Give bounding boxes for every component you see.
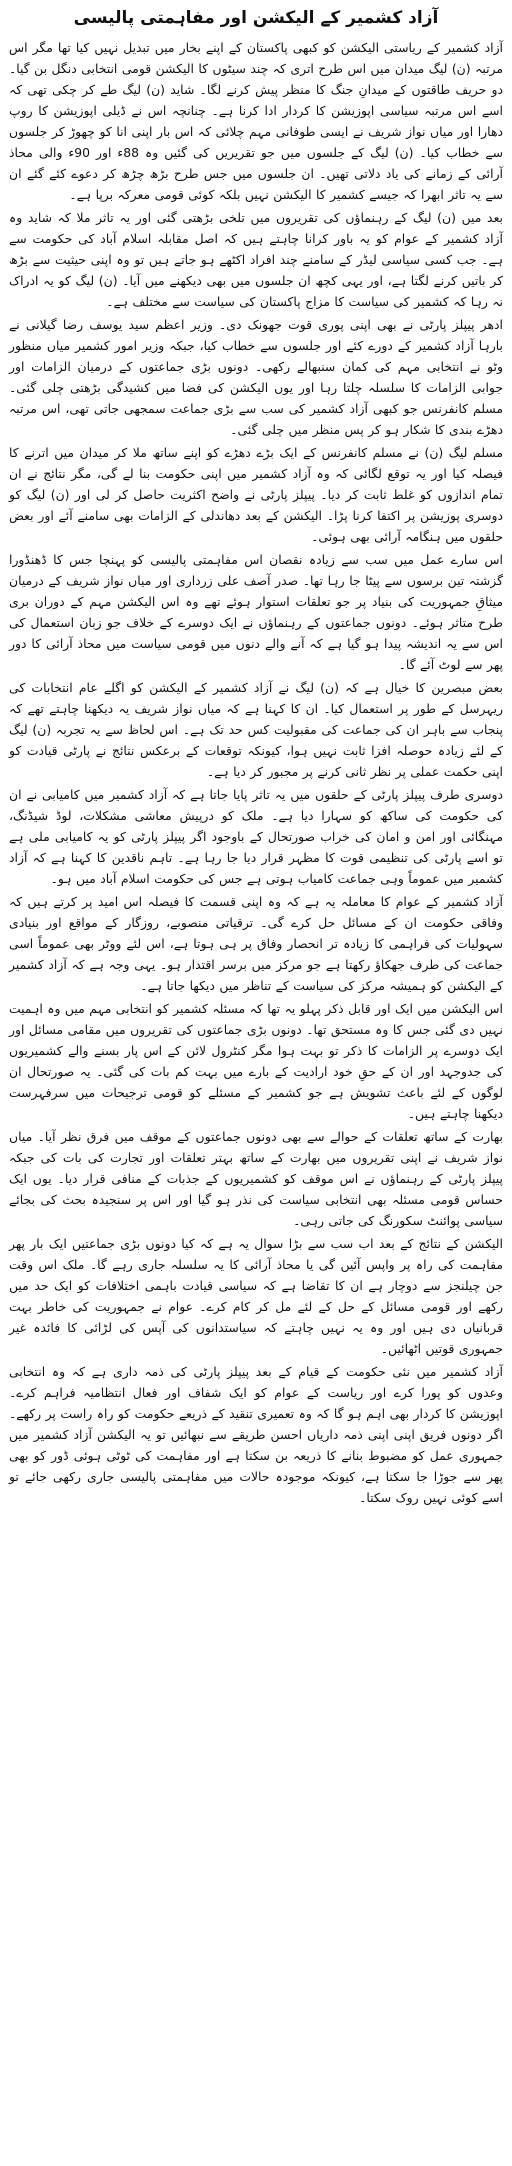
article-paragraph: بعض مبصرین کا خیال ہے کہ (ن) لیگ نے آزاد کشمیر کے الیکشن کو اگلے عام انتخابات کی ریہرسل کے طور پر استعمال کیا۔ ان کا کہنا ہے کہ میاں نواز شریف یہ دیکھنا چاہتے تھے کہ پنجاب سے باہر ان کی جماعت کی مقبولیت کس حد تک ہے۔ اس لحاظ سے یہ تجربہ (ن) لیگ کے لئے زیادہ حوصلہ افزا ثابت نہیں ہوا، کیونکہ توقعات کے برعکس نتائج نے پارٹی قیادت کو اپنی حکمت عملی پر نظر ثانی کرنے پر مجبور کر دیا ہے۔ — [9, 680, 503, 779]
article-paragraph: مسلم لیگ (ن) نے مسلم کانفرنس کے ایک بڑے دھڑے کو اپنے ساتھ ملا کر میدان میں اترنے کا فیصلہ کیا اور یہ توقع لگائی کہ وہ آزاد کشمیر میں اپنی حکومت بنا لے گی، مگر نتائج نے ان تمام اندازوں کو غلط ثابت کر دیا۔ پیپلز پارٹی نے واضح اکثریت حاصل کر لی اور (ن) لیگ کو دوسری پوزیشن پر اکتفا کرنا پڑا۔ الیکشن کے بعد دھاندلی کے الزامات بھی سامنے آئے اور بعض حلقوں میں ہنگامہ آرائی بھی ہوئی۔ — [9, 445, 503, 544]
article-headline: آزاد کشمیر کے الیکشن اور مفاہمتی پالیسی — [73, 8, 439, 28]
article-paragraph: اس الیکشن میں ایک اور قابل ذکر پہلو یہ تھا کہ مسئلہ کشمیر کو انتخابی مہم میں وہ اہمیت نہیں دی گئی جس کا وہ مستحق تھا۔ دونوں بڑی جماعتوں کی تقریروں میں مقامی مسائل اور ایک دوسرے پر الزامات کا ذکر تو بہت ہوا مگر کنٹرول لائن کے اس پار بسنے والے کشمیریوں کی جدوجہد اور ان کے حقِ خود ارادیت کے بارے میں بہت کم بات کی گئی۔ یہ صورتحال ان لوگوں کے لئے باعث تشویش ہے جو کشمیر کے مسئلے کو قومی ترجیحات میں سرفہرست دیکھنا چاہتے ہیں۔ — [9, 1001, 503, 1121]
article-paragraph: بعد میں (ن) لیگ کے رہنماؤں کی تقریروں میں تلخی بڑھتی گئی اور یہ تاثر ملا کہ شاید وہ آزاد کشمیر کے عوام کو یہ باور کرانا چاہتے ہیں کہ اصل مقابلہ اسلام آباد کی حکومت سے ہے۔ جب کسی سیاسی لیڈر کے سامنے چند افراد اکٹھے ہو جاتے ہیں تو وہ اپنی حیثیت سے بڑھ کر باتیں کرنے لگتا ہے، اور یہی کچھ ان جلسوں میں بھی دیکھنے میں آیا۔ (ن) لیگ کو یہ ادراک نہ رہا کہ کشمیر کی سیاست کا مزاج پاکستان کی سیاست سے مختلف ہے۔ — [9, 210, 503, 309]
article-paragraph: الیکشن کے نتائج کے بعد اب سب سے بڑا سوال یہ ہے کہ کیا دونوں بڑی جماعتیں ایک بار پھر مفاہمت کی راہ پر واپس آئیں گی یا محاذ آرائی کا یہ سلسلہ جاری رہے گا۔ ملک اس وقت جن چیلنجز سے دوچار ہے ان کا تقاضا ہے کہ سیاسی قیادت باہمی اختلافات کو ایک حد میں رکھے اور قومی مسائل کے حل کے لئے مل کر کام کرے۔ عوام نے جمہوریت کی خاطر بہت قربانیاں دی ہیں اور وہ یہ نہیں چاہتے کہ سیاستدانوں کی آپس کی لڑائی کا فائدہ غیر جمہوری قوتیں اٹھائیں۔ — [9, 1236, 503, 1356]
article-paragraph: آزاد کشمیر کے عوام کا معاملہ یہ ہے کہ وہ اپنی قسمت کا فیصلہ اس امید پر کرتے ہیں کہ وفاقی حکومت ان کے مسائل حل کرے گی۔ ترقیاتی منصوبے، روزگار کے مواقع اور بنیادی سہولیات کی فراہمی کا زیادہ تر انحصار وفاق پر ہی ہوتا ہے، اس لئے ووٹر بھی عموماً اسی جماعت کی طرف جھکاؤ رکھتا ہے جو مرکز میں برسر اقتدار ہو۔ یہی وجہ ہے کہ آزاد کشمیر کے الیکشن کو ہمیشہ مرکز کی سیاست کے تناظر میں دیکھا جاتا ہے۔ — [9, 894, 503, 993]
article-paragraph: دوسری طرف پیپلز پارٹی کے حلقوں میں یہ تاثر پایا جاتا ہے کہ آزاد کشمیر میں کامیابی نے ان کی حکومت کی ساکھ کو سہارا دیا ہے۔ ملک کو درپیش معاشی مشکلات، لوڈ شیڈنگ، مہنگائی اور امن و امان کی خراب صورتحال کے باوجود اگر پیپلز پارٹی کو یہ کامیابی ملی ہے تو اسے پارٹی کی تنظیمی قوت کا مظہر قرار دیا جا رہا ہے۔ تاہم ناقدین کا کہنا ہے کہ آزاد کشمیر میں عموماً وہی جماعت کامیاب ہوتی ہے جس کی حکومت اسلام آباد میں ہو۔ — [9, 787, 503, 886]
article-paragraph: ادھر پیپلز پارٹی نے بھی اپنی پوری قوت جھونک دی۔ وزیر اعظم سید یوسف رضا گیلانی نے بارہا آزاد کشمیر کے دورے کئے اور جلسوں سے خطاب کیا، جبکہ وزیر امور کشمیر میاں منظور وٹو نے انتخابی مہم کی کمان سنبھالے رکھی۔ دونوں بڑی جماعتوں کے درمیان الزامات اور جوابی الزامات کا سلسلہ چلتا رہا اور یوں الیکشن کی فضا میں کشیدگی بڑھتی چلی گئی۔ مسلم کانفرنس جو کبھی آزاد کشمیر کی سب سے بڑی جماعت سمجھی جاتی تھی، اس مرتبہ دھڑے بندی کا شکار ہو کر پس منظر میں چلی گئی۔ — [9, 317, 503, 437]
article-body — [9, 37, 503, 1508]
article-paragraph: اس سارے عمل میں سب سے زیادہ نقصان اس مفاہمتی پالیسی کو پہنچا جس کا ڈھنڈورا گزشتہ تین برسوں سے پیٹا جا رہا تھا۔ صدر آصف علی زرداری اور میاں نواز شریف کے درمیان میثاقِ جمہوریت کی بنیاد پر جو تعلقات استوار ہوئے تھے وہ اس الیکشن مہم کے دوران بری طرح متاثر ہوئے۔ دونوں جماعتوں کے رہنماؤں نے ایک دوسرے کے خلاف جو زبان استعمال کی اس سے یہ اندیشہ پیدا ہو گیا ہے کہ آنے والے دنوں میں قومی سیاست میں محاذ آرائی کا دور پھر سے لوٹ آئے گا۔ — [9, 552, 503, 672]
article-paragraph: آزاد کشمیر کے ریاستی الیکشن کو کبھی پاکستان کے اپنے بخار میں تبدیل نہیں کیا تھا مگر اس مرتبہ (ن) لیگ میدان میں اس طرح اتری کہ چند سیٹوں کا الیکشن قومی انتخابی دنگل بن گیا۔ دو حریف طاقتوں کے میدانِ جنگ کا منظر پیش کرنے لگا۔ شاید (ن) لیگ طے کر چکی تھی کہ اسے اس مرتبہ سیاسی اپوزیشن کا کردار ادا کرنا ہے۔ چنانچہ اس نے ڈیلی اپوزیشن کا روپ دھارا اور میاں نواز شریف نے ایسی طوفانی مہم چلائی کہ اس بار اپنی انا کو چھوڑ کر جلسوں سے خطاب کیا۔ (ن) لیگ کے جلسوں میں جو تقریریں کی گئیں وہ 88ء اور 90ء والی محاذ آرائی کے زمانے کی یاد دلاتی تھیں۔ ان جلسوں میں جس طرح بڑھ چڑھ کر دعوے کئے گئے ان سے یہ تاثر ابھرا کہ جیسے کشمیر کا الیکشن نہیں بلکہ کوئی قومی معرکہ برپا ہے۔ — [9, 40, 503, 202]
article-paragraph: بھارت کے ساتھ تعلقات کے حوالے سے بھی دونوں جماعتوں کے موقف میں فرق نظر آیا۔ میاں نواز شریف نے اپنی تقریروں میں بھارت کے ساتھ بہتر تعلقات اور تجارت کی بات کی جبکہ پیپلز پارٹی کے رہنماؤں نے اس موقف کو کشمیریوں کے جذبات کے منافی قرار دیا۔ یوں ایک حساس قومی مسئلہ بھی انتخابی سیاست کی نذر ہو گیا اور اس پر سنجیدہ بحث کی بجائے سیاسی پوائنٹ سکورنگ کی جاتی رہی۔ — [9, 1129, 503, 1228]
article-paragraph: آزاد کشمیر میں نئی حکومت کے قیام کے بعد پیپلز پارٹی کی ذمہ داری ہے کہ وہ انتخابی وعدوں کو پورا کرے اور ریاست کے عوام کو ایک شفاف اور فعال انتظامیہ فراہم کرے۔ اپوزیشن کا کردار بھی اہم ہو گا کہ وہ تعمیری تنقید کے ذریعے حکومت کو راہ راست پر رکھے۔ اگر دونوں فریق اپنی اپنی ذمہ داریاں احسن طریقے سے نبھائیں تو یہ الیکشن آزاد کشمیر میں جمہوری عمل کو مضبوط بنانے کا ذریعہ بن سکتا ہے اور مفاہمت کی ٹوٹی ہوئی ڈور کو بھی پھر سے جوڑا جا سکتا ہے، کیونکہ موجودہ حالات میں مفاہمتی پالیسی جاری رکھی جائے تو اسے کوئی نہیں روک سکتا۔ — [9, 1364, 503, 1505]
